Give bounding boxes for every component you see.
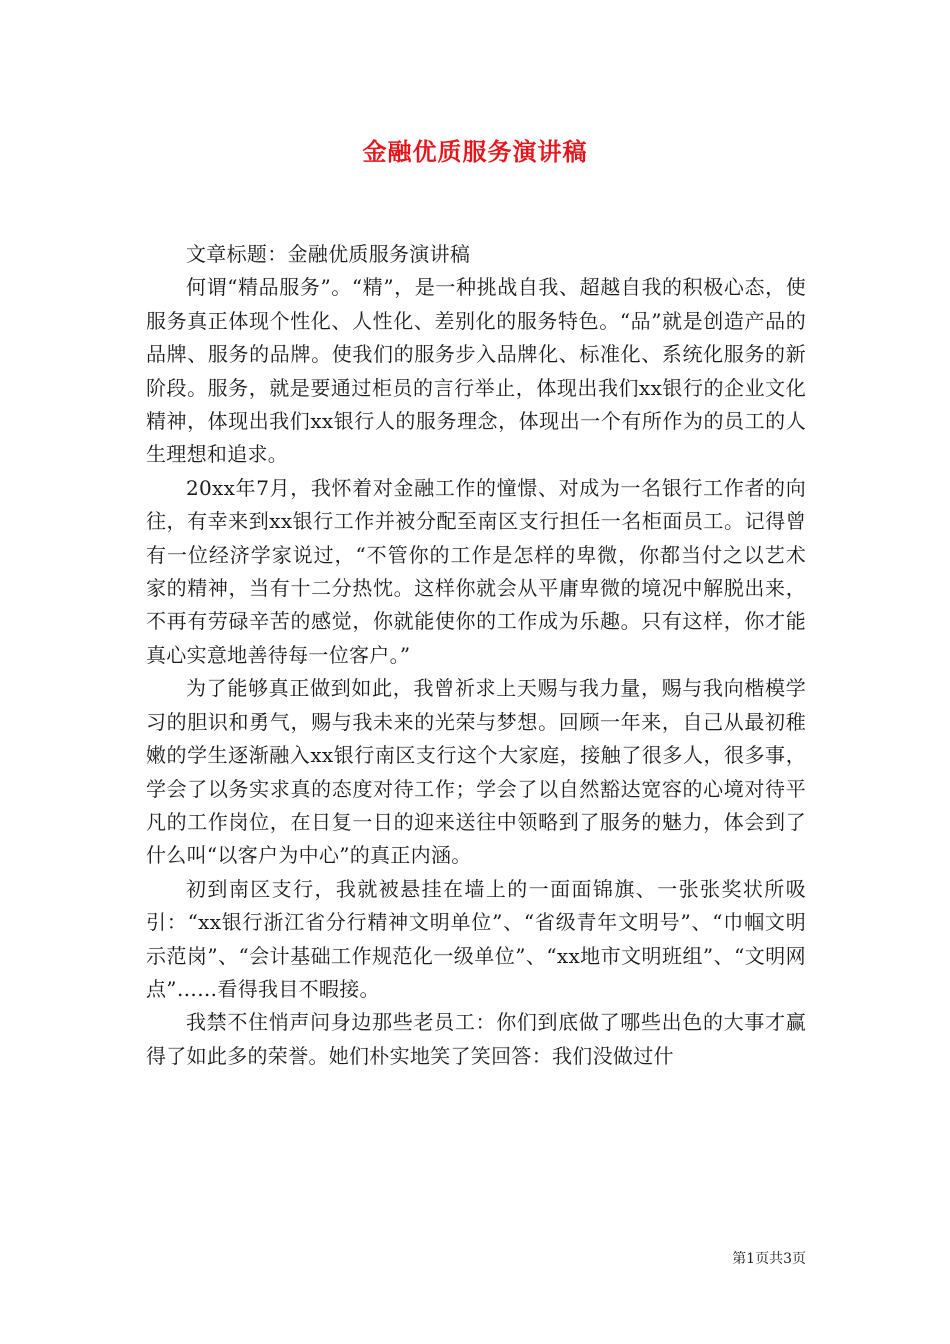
paragraph-5: 我禁不住悄声问身边那些老员工：你们到底做了哪些出色的大事才赢得了如此多的荣誉。她们朴实地笑了笑回答：我们没做过什	[146, 1010, 806, 1068]
document-body	[146, 238, 806, 1073]
page-number: 第1页共3页	[732, 1251, 806, 1267]
document-title: 金融优质服务演讲稿	[362, 137, 588, 166]
paragraph-4: 初到南区支行，我就被悬挂在墙上的一面面锦旗、一张张奖状所吸引：“xx银行浙江省分行精神文明单位”、“省级青年文明号”、“巾帼文明示范岗”、“会计基础工作规范化一级单位”、“xx地市文明班组”、“文明网点”……看得我目不暇接。	[146, 876, 806, 1001]
article-title-label: 文章标题：金融优质服务演讲稿	[186, 242, 471, 266]
paragraph-3: 为了能够真正做到如此，我曾祈求上天赐与我力量，赐与我向楷模学习的胆识和勇气，赐与我未来的光荣与梦想。回顾一年来，自己从最初稚嫩的学生逐渐融入xx银行南区支行这个大家庭，接触了很多人，很多事，学会了以务实求真的态度对待工作；学会了以自然豁达宽容的心境对待平凡的工作岗位，在日复一日的迎来送往中领略到了服务的魅力，体会到了什么叫“以客户为中心”的真正内涵。	[146, 676, 806, 868]
paragraph-2: 20xx年7月，我怀着对金融工作的憧憬、对成为一名银行工作者的向往，有幸来到xx银行工作并被分配至南区支行担任一名柜面员工。记得曾有一位经济学家说过，“不管你的工作是怎样的卑微，你都当付之以艺术家的精神，当有十二分热忱。这样你就会从平庸卑微的境况中解脱出来，不再有劳碌辛苦的感觉，你就能使你的工作成为乐趣。只有这样，你才能真心实意地善待每一位客户。”	[146, 475, 806, 667]
paragraph-1: 何谓“精品服务”。“精”，是一种挑战自我、超越自我的积极心态，使服务真正体现个性化、人性化、差别化的服务特色。“品”就是创造产品的品牌、服务的品牌。使我们的服务步入品牌化、标准化、系统化服务的新阶段。服务，就是要通过柜员的言行举止，体现出我们xx银行的企业文化精神，体现出我们xx银行人的服务理念，体现出一个有所作为的员工的人生理想和追求。	[146, 275, 806, 467]
